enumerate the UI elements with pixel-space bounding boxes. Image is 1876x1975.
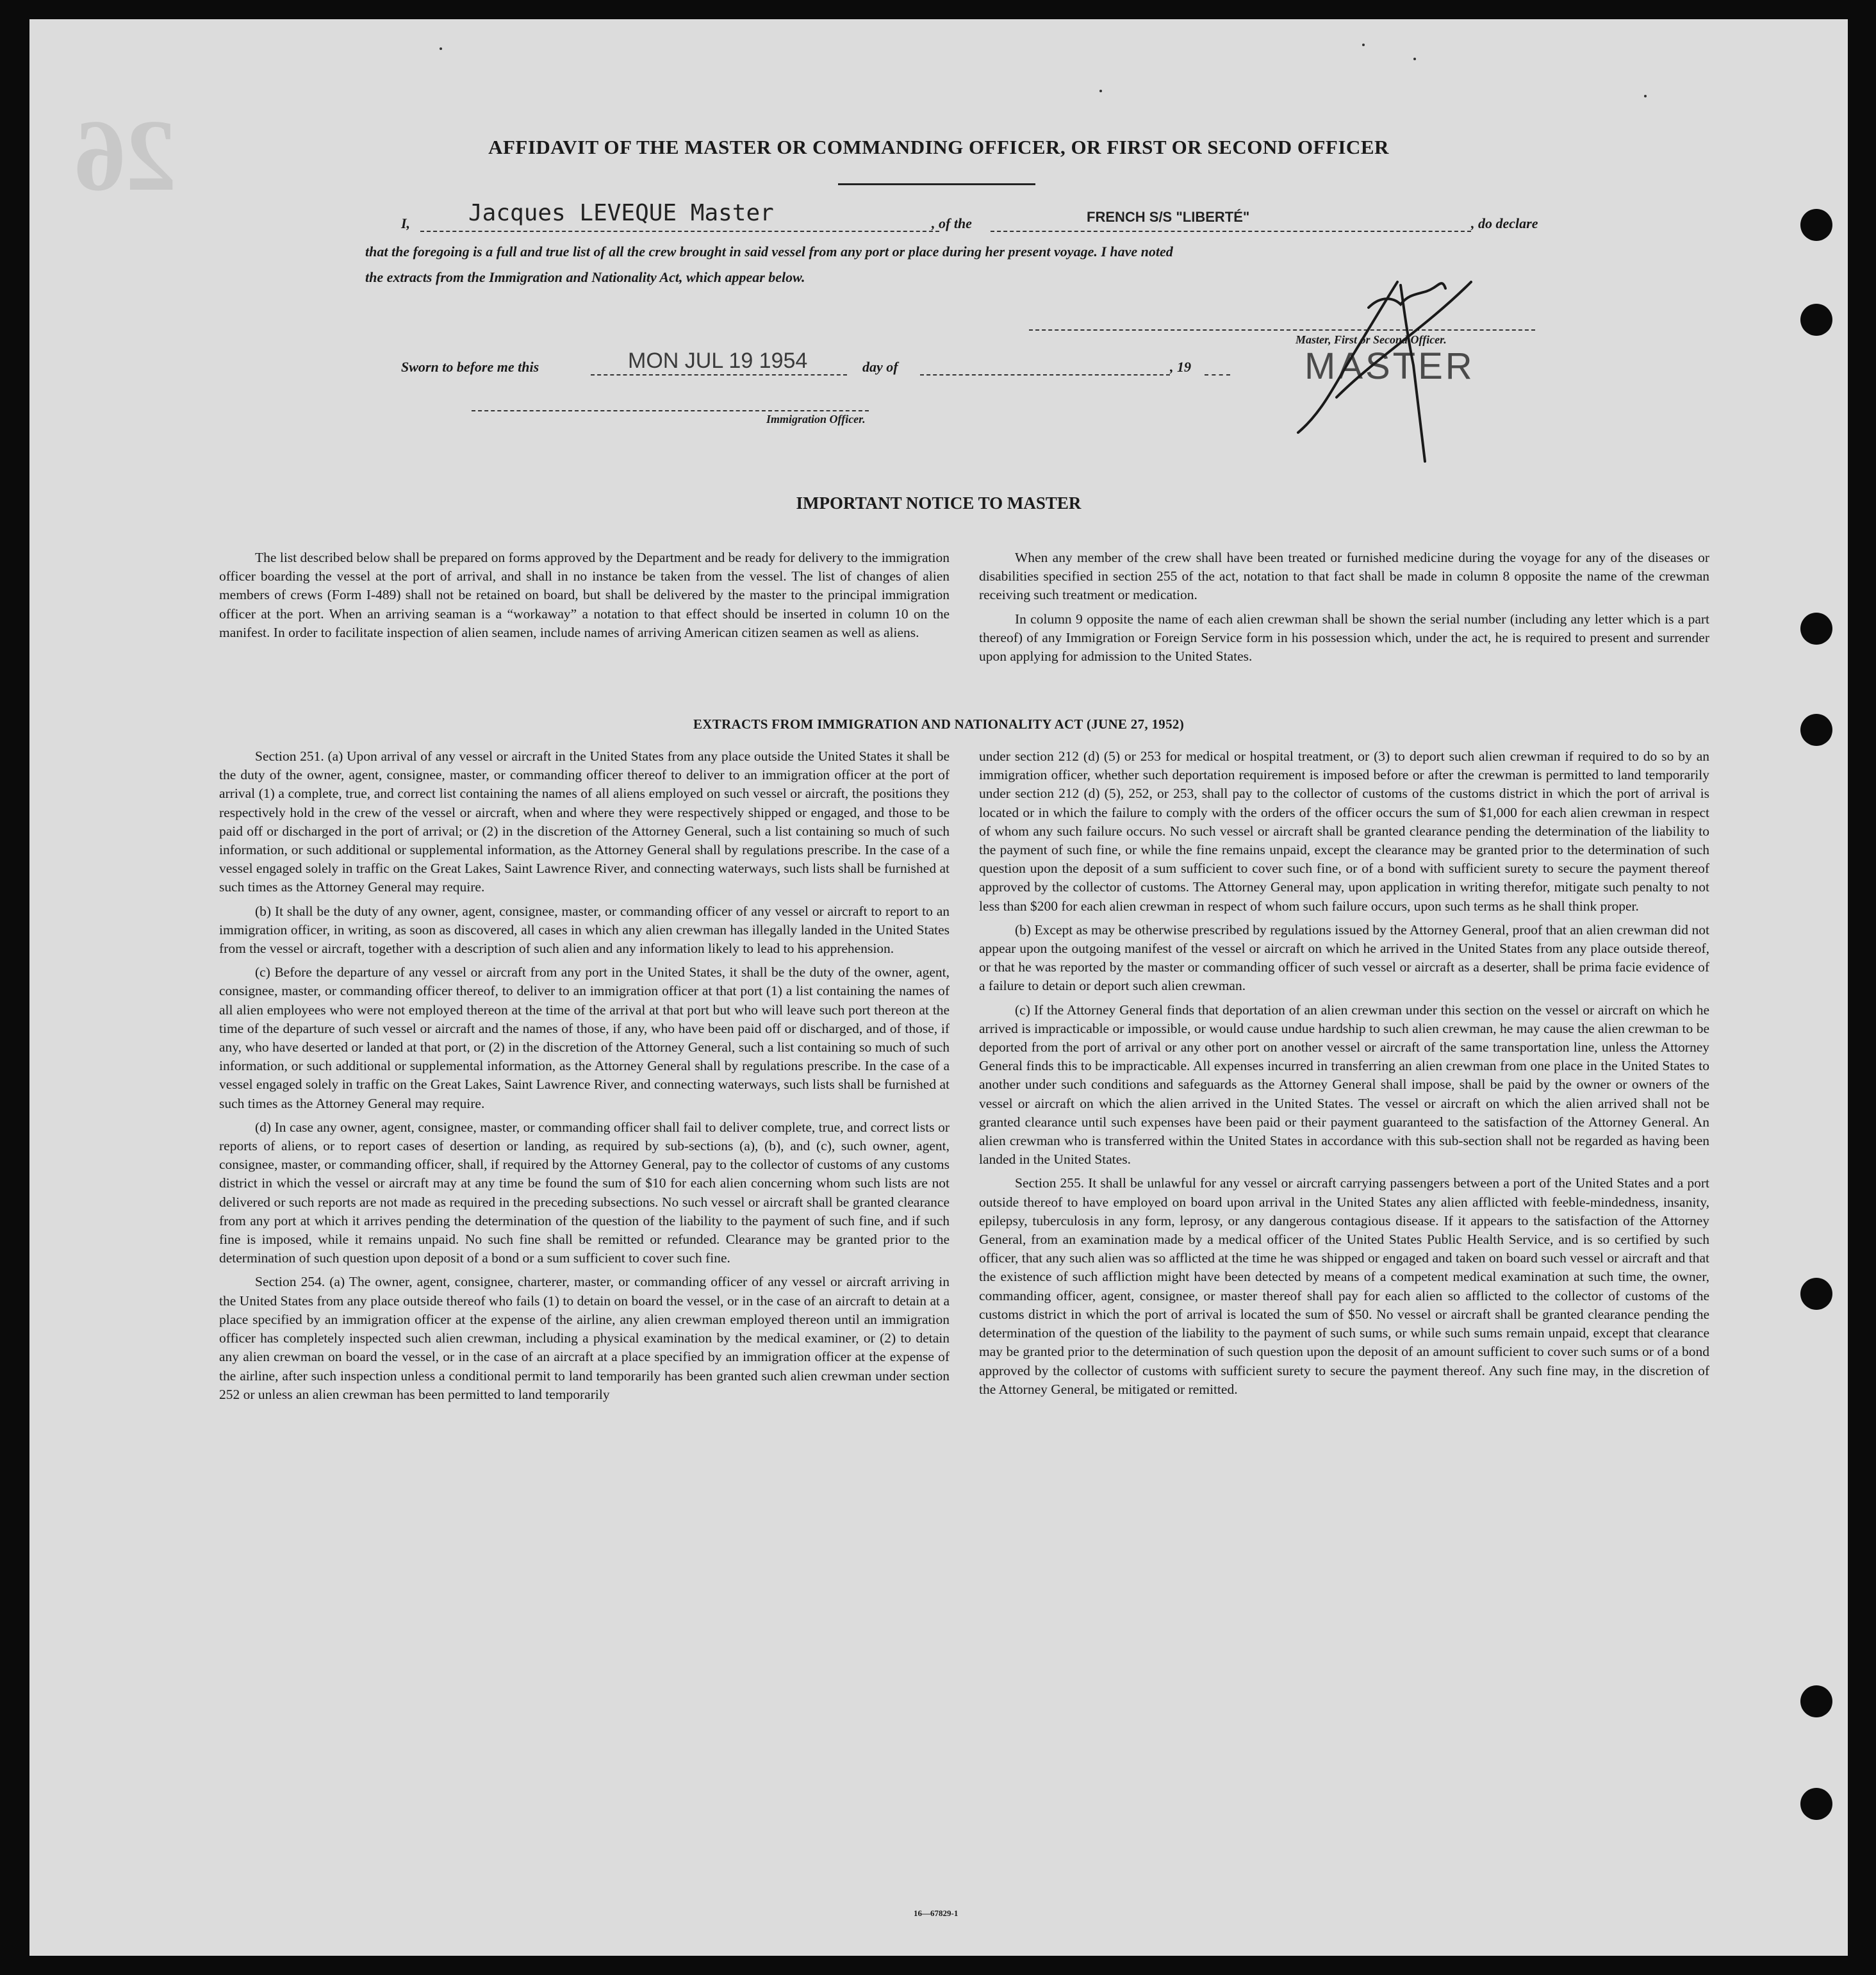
statement-line-1: that the foregoing is a full and true list of all the crew brought in said vessel from any port or place during her present voyage. I have noted (365, 244, 1173, 260)
scan-speck (1362, 44, 1365, 46)
master-name-line (420, 231, 939, 232)
notice-left-column (219, 549, 950, 647)
of-the-label: , of the (932, 215, 972, 231)
notice-paragraph: When any member of the crew shall have been treated or furnished medicine during the voyage for any of the diseases or disabilities specified in section 255 of the act, notation to that fact shall be made in column 8 opposite the name of the crewman receiving such treatment or medication. (979, 550, 1709, 603)
section-paragraph: (b) Except as may be otherwise prescribed by regulations issued by the Attorney General, proof that an alien crewman did not appear upon the outgoing manifest of the vessel or aircraft on which he arrived in the United States from any place outside thereof, or that he was reported by the master or commanding officer of such vessel or aircraft as a deserter, shall be prima facie evidence of a failure to detain or deport such alien crewman. (979, 921, 1709, 994)
punch-hole (1800, 1278, 1832, 1310)
scan-speck (1099, 90, 1102, 92)
sworn-label: Sworn to before me this (401, 359, 539, 375)
notice-paragraph: The list described below shall be prepared on forms approved by the Department and be ready for delivery to the immigration officer boarding the vessel at the port of arrival, and shall in no instance be taken from the vessel. The list of changes of alien members of crews (Form I-489) shall not be retained on board, but shall be delivered by the master to the principal immigration officer at the port. When an arriving seaman is a “workaway” a notation to that effect should be inserted in column 10 on the manifest. In order to facilitate inspection of alien seamen, include names of arriving American citizen seamen as well as aliens. (219, 550, 950, 640)
extracts-right-column (979, 747, 1709, 1404)
section-paragraph: Section 251. (a) Upon arrival of any vessel or aircraft in the United States from any place outside the United States it shall be the duty of the owner, agent, consignee, master, or commanding officer thereof to deliver to an immigration officer at the port of arrival (1) a complete, true, and correct list containing the names of all aliens employed on such vessel or aircraft, the positions they respectively hold in the crew of the vessel or aircraft, when and where they were respectively shipped or engaged, and those to be paid off or discharged in the port of arrival; or (2) in the discretion of the Attorney General, such a list containing so much of such information, or such additional or supplemental information, as the Attorney General shall by regulations prescribe. In the case of a vessel engaged solely in traffic on the Great Lakes, Saint Lawrence River, and connecting waterways, such lists shall be furnished at such times as the Attorney General may require. (219, 748, 950, 895)
master-stamp: MASTER (1304, 345, 1475, 387)
punch-hole (1800, 304, 1832, 336)
master-signature-image (1285, 269, 1490, 474)
notice-paragraph: In column 9 opposite the name of each alien crewman shall be shown the serial number (including any letter which is a part thereof) of any Immigration or Foreign Service form in his possession which, under the act, he is required to present and surrender upon applying for admission to the United States. (979, 611, 1709, 665)
vessel-name-line (991, 231, 1471, 232)
section-paragraph: (d) In case any owner, agent, consignee, master, or commanding officer shall fail to deliver complete, true, and correct lists or reports of aliens, or to report cases of desertion or landing, as required by sub-sections (a), (b), and (c), such owner, agent, consignee, master, or commanding officer, shall, if required by the Attorney General, pay to the collector of customs of any customs district in which the vessel or aircraft may at any time be found the sum of $10 for each alien concerning whom such lists are not delivered or such reports are not made as required in the preceding subsections. No such vessel or aircraft shall be granted clearance from any port at which it arrives pending the determination of the question of the liability to the payment of such fine, and if such fine is imposed, while it remains unpaid. No such fine shall be remitted or refunded. Clearance may be granted prior to the determination of such question upon deposit of a bond or a sum sufficient to cover such fine. (219, 1119, 950, 1266)
month-line (920, 374, 1170, 376)
extracts-left-column (219, 747, 950, 1409)
sworn-date-line (591, 374, 847, 376)
scan-speck (1644, 95, 1647, 97)
document-page (29, 19, 1848, 1956)
master-name-typed: Jacques LEVEQUE Master (468, 200, 774, 226)
scan-speck (1413, 58, 1416, 60)
vessel-name-typed: FRENCH S/S "LIBERTÉ" (1087, 209, 1250, 225)
notice-right-column (979, 549, 1709, 671)
title-underline (838, 183, 1035, 185)
bleed-through-page-number: 26 (74, 98, 177, 212)
statement-line-2: the extracts from the Immigration and Nationality Act, which appear below. (365, 269, 805, 285)
form-code: 16—67829-1 (914, 1908, 959, 1918)
day-of-label: day of (862, 359, 898, 375)
immigration-officer-label: Immigration Officer. (766, 413, 866, 426)
punch-hole (1800, 714, 1832, 746)
section-paragraph: Section 254. (a) The owner, agent, consignee, charterer, master, or commanding officer of any vessel or aircraft arriving in the United States from any place outside thereof who fails (1) to detain on board the vessel, or in the case of an aircraft to detain at a place specified by an immigration officer at the expense of the airline, any alien crewman employed thereon until an immigration officer has completely inspected such alien crewman, including a physical examination by the medical examiner, or (2) to detain any alien crewman on board the vessel, or in the case of an aircraft at a place specified by an immigration officer at the expense of the airline, after such inspection unless a conditional permit to land temporarily has been granted such alien crewman under section 252 or unless an alien crewman has been permitted to land temporarily (219, 1274, 950, 1402)
scan-speck (440, 47, 442, 50)
notice-heading: IMPORTANT NOTICE TO MASTER (796, 493, 1082, 513)
section-paragraph: (b) It shall be the duty of any owner, agent, consignee, master, or commanding officer of any vessel or aircraft to report to an immigration officer, in writing, as soon as discovered, all cases in which any alien crewman has illegally landed in the United States from the vessel or aircraft, together with a description of such alien and any information likely to lead to his apprehension. (219, 903, 950, 957)
section-paragraph: under section 212 (d) (5) or 253 for medical or hospital treatment, or (3) to deport such alien crewman if required to do so by an immigration officer, whether such deportation requirement is imposed before or after the crewman is permitted to land temporarily under section 212 (d) (5), 252, or 253, shall pay to the collector of customs of the customs district in which the port of arrival is located or in which the failure to comply with the orders of the officer occurs the sum of $1,000 for each alien crewman in respect of whom any such failure occurs. No such vessel or aircraft shall be granted clearance pending the determination of the liability to the payment of such fine, or while the fine remains unpaid, except the clearance may be granted prior to the determination of such question upon the deposit of a sum sufficient to cover such fine, or of a bond with sufficient surety to secure the payment thereof approved by the collector of customs. The Attorney General may, upon application in writing therefor, mitigate such penalty to not less than $200 for each alien crewman in respect of whom such failure occurs, upon such terms as he shall think proper. (979, 748, 1709, 914)
section-paragraph: Section 255. It shall be unlawful for any vessel or aircraft carrying passengers between a port of the United States and a port outside thereof to have employed on board upon arrival in the United States any alien afflicted with feeble-mindedness, insanity, epilepsy, tuberculosis in any form, leprosy, or any dangerous contagious disease. If it appears to the satisfaction of the Attorney General, from an examination made by a medical officer of the United States Public Health Service, and is so certified by such officer, that any such alien was so afflicted at the time he was shipped or engaged and taken on board such vessel or aircraft and that the existence of such affliction might have been detected by means of a competent medical examination at such time, the owner, commanding officer, agent, consignee, or master thereof shall pay for each alien so afflicted to the collector of customs of the customs district in which the port of arrival is located the sum of $50. No vessel or aircraft shall be granted clearance pending the determination of the question of the liability to the payment of such sums, or while such sums remain unpaid, except that clearance may be granted prior to the determination of such question upon the deposit of an amount sufficient to cover such sums or of a bond approved by the collector of customs with sufficient surety to secure the payment thereof. Any such fine may, in the discretion of the Attorney General, be mitigated or remitted. (979, 1175, 1709, 1397)
officer-label: Master, First or Second Officer. (1296, 333, 1447, 346)
section-paragraph: (c) If the Attorney General finds that deportation of an alien crewman under this section on the vessel or aircraft on which he arrived is impracticable or impossible, or would cause undue hardship to such alien crewman, he may cause the alien crewman to be deported from the port of arrival or any other port on another vessel or aircraft of the same transportation line, unless the Attorney General finds this to be impracticable. All expenses incurred in transferring an alien crewman from one place in the United States to another under such conditions and safeguards as the Attorney General shall impose, shall be paid by the owner or owners of the vessel or aircraft on which the alien arrived in the United States. The vessel or aircraft on which the alien arrived shall not be granted clearance until such expenses have been paid or their payment guaranteed to the satisfaction of the Attorney General. An alien crewman who is transferred within the United States in accordance with this sub-section shall not be regarded as having been landed in the United States. (979, 1002, 1709, 1168)
punch-hole (1800, 209, 1832, 241)
sworn-date-stamp: MON JUL 19 1954 (628, 349, 808, 373)
punch-hole (1800, 613, 1832, 645)
section-paragraph: (c) Before the departure of any vessel or aircraft from any port in the United States, it shall be the duty of the owner, agent, consignee, master, or commanding officer thereof, to deliver to an immigration officer at that port (1) a list containing the names of all alien employees who were not employed thereon at the time of the arrival at that port but who will leave such port thereon at the time of the departure of such vessel or aircraft and the names of those, if any, who have been paid off or discharged, and of those, if any, who have deserted or landed at that port, or (2) in the discretion of the Attorney General, such a list containing so much of such information, or such additional or supplemental information, as the Attorney General shall by regulations prescribe. In the case of a vessel engaged solely in traffic on the Great Lakes, Saint Lawrence River, and connecting waterways, such lists shall be furnished at such times as the Attorney General may require. (219, 964, 950, 1111)
punch-hole (1800, 1788, 1832, 1820)
immigration-officer-line (472, 410, 869, 411)
year-line (1205, 374, 1230, 376)
punch-hole (1800, 1685, 1832, 1717)
i-label: I, (401, 215, 411, 231)
affidavit-title: AFFIDAVIT OF THE MASTER OR COMMANDING OFFICER, OR FIRST OR SECOND OFFICER (488, 136, 1389, 158)
extracts-heading: EXTRACTS FROM IMMIGRATION AND NATIONALITY ACT (JUNE 27, 1952) (693, 716, 1184, 732)
year-label: , 19 (1170, 359, 1191, 375)
do-declare-label: , do declare (1471, 215, 1538, 231)
